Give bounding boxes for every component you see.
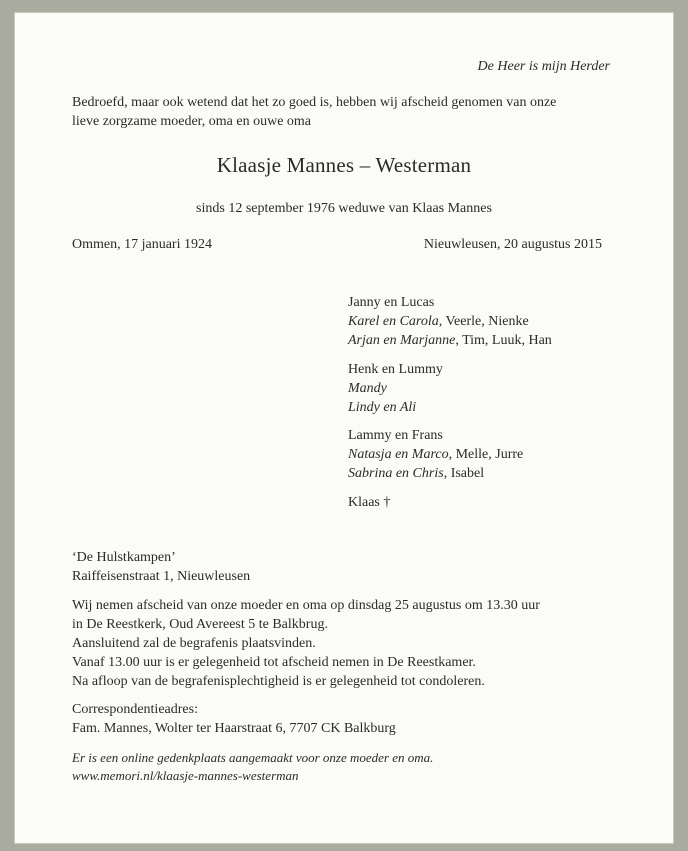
correspondence-address: Fam. Mannes, Wolter ter Haarstraat 6, 7707 CK Balkburg <box>72 721 396 736</box>
grandchildren: , Tim, Luuk, Han <box>455 333 552 348</box>
birth-date: Ommen, 17 januari 1924 <box>72 237 212 252</box>
obituary-card <box>14 12 674 844</box>
service-line: Vanaf 13.00 uur is er gelegenheid tot afscheid nemen in De Reestkamer. <box>72 655 476 670</box>
family-child <box>348 446 523 464</box>
service-line: Na afloop van de begrafenisplechtigheid is er gelegenheid tot condoleren. <box>72 674 485 689</box>
intro-line-1: Bedroefd, maar ook wetend dat het zo goed is, hebben wij afscheid genomen van onze <box>72 95 557 110</box>
family-child <box>348 465 484 483</box>
family-child <box>348 332 552 350</box>
location-street: Raiffeisenstraat 1, Nieuwleusen <box>72 569 251 584</box>
child-couple: Arjan en Marjanne <box>348 333 456 348</box>
intro-line-2: lieve zorgzame moeder, oma en ouwe oma <box>72 114 312 129</box>
grandchildren: , Melle, Jurre <box>448 447 524 462</box>
family-child <box>348 313 529 331</box>
child-couple: Sabrina en Chris <box>348 466 444 481</box>
widow-line: sinds 12 september 1976 weduwe van Klaas Mannes <box>196 201 492 216</box>
child-couple: Natasja en Marco <box>348 447 449 462</box>
family-parents: Janny en Lucas <box>348 295 435 310</box>
online-url: www.memori.nl/klaasje-mannes-westerman <box>72 768 299 783</box>
grandchildren: , Isabel <box>443 466 485 481</box>
child-couple: Mandy <box>348 381 387 396</box>
motto: De Heer is mijn Herder <box>477 59 610 74</box>
family-parents: Lammy en Frans <box>348 428 443 443</box>
family-parents: Henk en Lummy <box>348 362 443 377</box>
location-name: ‘De Hulstkampen’ <box>72 550 176 565</box>
klaas-deceased: Klaas † <box>348 495 391 510</box>
service-line: Aansluitend zal de begrafenis plaatsvinden. <box>72 636 316 651</box>
service-line: Wij nemen afscheid van onze moeder en oma op dinsdag 25 augustus om 13.30 uur <box>72 598 540 613</box>
family-child <box>348 380 387 398</box>
correspondence-label: Correspondentieadres: <box>72 702 198 717</box>
child-couple: Karel en Carola <box>348 314 439 329</box>
child-couple: Lindy en Ali <box>348 400 417 415</box>
online-note: Er is een online gedenkplaats aangemaakt voor onze moeder en oma. <box>72 750 434 765</box>
grandchildren: , Veerle, Nienke <box>438 314 529 329</box>
service-line: in De Reestkerk, Oud Avereest 5 te Balkbrug. <box>72 617 328 632</box>
family-child <box>348 399 416 417</box>
deceased-name: Klaasje Mannes – Westerman <box>216 153 472 177</box>
death-date: Nieuwleusen, 20 augustus 2015 <box>423 237 602 252</box>
